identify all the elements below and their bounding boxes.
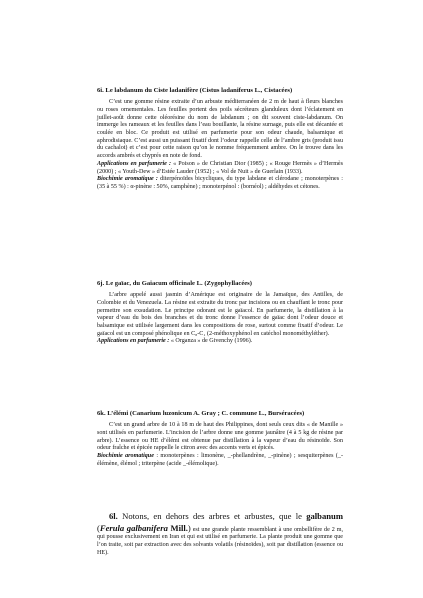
applications-paragraph: Applications en parfumerie : « Poison » de Christian Dior (1985) ; « Rouge Hermès » d’Hermès (2000) ; « Youth-Dew » d’Estée Lauder (1952) ; « Vol de Nuit » de Guerlain (1933).: [97, 160, 344, 175]
section-elemi: [97, 410, 343, 468]
biochimie-paragraph: Biochimie aromatique : diterpénoïdes bicycliques, du type labdane et clérodane ; monoterpènes : (35 à 55 %) : α-pinène : 50%, camphène) ; monoterpénol : (bornéol) ; aldéhydes et cétones.: [97, 176, 343, 190]
section-gaiac: [97, 280, 343, 346]
section-body: C’est un grand arbre de 10 à 18 m de haut des Philippines, dont seuls ceux dits « de Manille » sont utilisés en parfumerie. L’incision de l’arbre donne une gomme jaunâtre (4 à 5 kg de résine par arbre). L’essence ou HE d’élémi est obtenue par distillation à la vapeur d’eau du résinoïde. Son odeur fraîche et épicée rappelle le citron avec des accents verts et épicés.: [97, 422, 343, 452]
galbanum-name: galbanum: [306, 511, 343, 521]
section-labdanum: [97, 87, 343, 192]
section-body: L’arbre appelé aussi jasmin d’Amérique est originaire de la Jamaïque, des Antilles, de Colombie et du Venezuela. La résine est extraite du tronc par incisions ou en chauffant le tronc pour permettre son exsudation. Le principe odorant est le gaïacol. En parfumerie, la distillation à la vapeur d’eau du bois des branches et du tronc donne l’essence de gaïac dont l’odeur douce et balsamique est utilisée largement dans les compositions de rose, surtout comme fixatif d’odeur. Le gaïacol est un composé phénolique en C₈-C₁ (2-méthoxyphénol en catéchol monométhyléther).: [97, 292, 343, 337]
biochimie-paragraph: Biochimie aromatique : monoterpènes : limonène, _-phellandrène, _-pinène) ; sesquiterpènes (_-élémène, élémol ; triterpène (acide _-élémolique).: [97, 453, 343, 467]
closing-paragraph: 6l. Notons, en dehors des arbres et arbustes, que le galbanum (Ferula galbanifera Mill.) est une grande plante ressemblant à une ombellifère de 2 m, qui pousse exclusivement en Iran et qui est utilisé en parfumerie. La plante produit une gomme que l’on traite, soit par extraction avec des solvants volatils (résinoïdes), soit par distillation (essence ou HE).: [97, 511, 344, 556]
latin-name: Ferula galbanifera: [99, 522, 168, 533]
section-heading: 6k. L’élémi (Canarium luzonicum A. Gray ; C. commune L., Burséracées): [97, 410, 305, 417]
section-heading: 6i. Le labdanum du Ciste ladanifère (Cistus ladaniferus L., Cistacées): [97, 87, 293, 94]
section-heading: 6j. Le gaïac, du Gaiacum officinale L. (Zygophyllacées): [97, 280, 252, 287]
biochimie-label: Biochimie aromatique: [97, 453, 154, 460]
closing-intro: 6l. Notons, en dehors des arbres et arbustes, que le galbanum (Ferula galbanifera Mill.): [97, 511, 343, 533]
applications-label: Applications en parfumerie :: [97, 338, 170, 345]
applications-label: Applications en parfumerie :: [97, 160, 171, 167]
biochimie-label: Biochimie aromatique :: [97, 176, 158, 183]
section-body: C’est une gomme résine extraite d’un arbuste méditerranéen de 2 m de haut à fleurs blanches ou roses ornementales. Les feuilles portent des poils sécréteurs glanduleux dont l’éclatement en juillet-août donne cette oléorésine du nom de labdanum ; on dit souvent ciste-labdanum. On immerge les rameaux et les feuilles dans l’eau bouillante, la résine surnage, puis elle est décantée et coulée en bloc. Ce produit est utilisé en parfumerie pour son odeur chaude, balsamique et aphrodisiaque. C’est aussi un puissant fixatif dont l’odeur rappelle celle de l’ambre gris (produit issu du cachalot) et c’est pour cette raison qu’on le nomme fréquemment ambre. On le trouve dans les accords ambrés et chyprés en note de fond.: [97, 99, 343, 160]
section-galbanum: [97, 511, 343, 558]
applications-paragraph: Applications en parfumerie : « Organza » de Givenchy (1996).: [97, 338, 253, 345]
